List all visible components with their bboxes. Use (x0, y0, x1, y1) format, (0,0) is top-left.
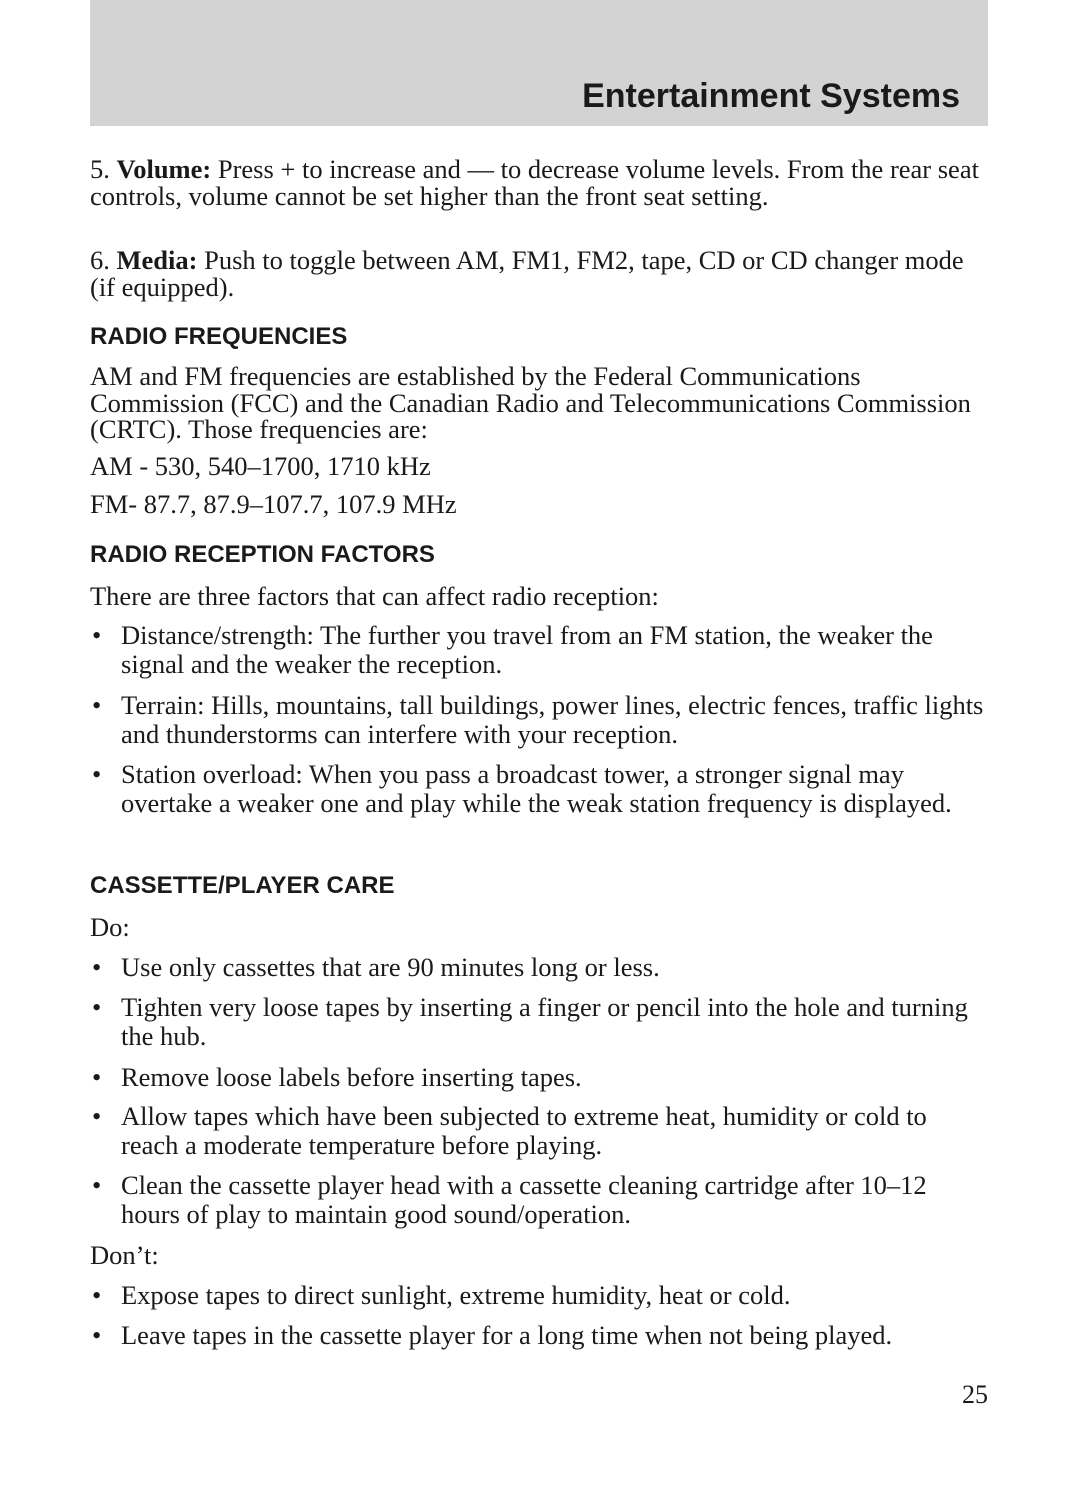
bullet-icon: • (92, 992, 102, 1022)
list-item (90, 1171, 985, 1229)
heading-cassette-care: CASSETTE/PLAYER CARE (90, 872, 395, 899)
list-item (90, 993, 985, 1051)
list-item (90, 1102, 985, 1160)
list-item-text: Distance/strength: The further you travel from an FM station, the weaker the signal and the weaker the reception. (121, 620, 933, 679)
bullet-icon: • (92, 620, 102, 650)
bullet-icon: • (92, 759, 102, 789)
bullet-icon: • (92, 1170, 102, 1200)
list-item (90, 691, 985, 749)
list-item-text: Station overload: When you pass a broadcast tower, a stronger signal may overtake a weaker one and play while the weak station frequency is displayed. (121, 759, 952, 818)
bullet-icon: • (92, 1280, 102, 1310)
bullet-icon: • (92, 1101, 102, 1131)
section-title: Entertainment Systems (582, 77, 960, 115)
item-number: 6. (90, 245, 110, 275)
list-item-text: Tighten very loose tapes by inserting a finger or pencil into the hole and turning the hub. (121, 992, 968, 1051)
frequencies-intro: AM and FM frequencies are established by the Federal Communications Commission (FCC) and the Canadian Radio and Telecommunications Commission (CRTC). Those frequencies are: (90, 361, 971, 444)
dont-label: Don’t: (90, 1240, 159, 1270)
heading-reception-factors: RADIO RECEPTION FACTORS (90, 541, 435, 568)
fm-frequencies: FM- 87.7, 87.9–107.7, 107.9 MHz (90, 489, 457, 519)
bullet-icon: • (92, 1320, 102, 1350)
list-item (90, 760, 985, 818)
item-term: Volume: (116, 154, 212, 184)
item-number: 5. (90, 154, 110, 184)
list-item-text: Use only cassettes that are 90 minutes long or less. (121, 952, 660, 982)
list-item (90, 621, 985, 679)
bullet-icon: • (92, 952, 102, 982)
list-item-text: Leave tapes in the cassette player for a long time when not being played. (121, 1320, 893, 1350)
list-item-text: Clean the cassette player head with a cassette cleaning cartridge after 10–12 hours of play to maintain good sound/operation. (121, 1170, 927, 1229)
page-number: 25 (962, 1380, 988, 1409)
do-label: Do: (90, 912, 130, 942)
item-term: Media: (116, 245, 198, 275)
list-item-text: Expose tapes to direct sunlight, extreme humidity, heat or cold. (121, 1280, 791, 1310)
item-text: Push to toggle between AM, FM1, FM2, tape, CD or CD changer mode (if equipped). (90, 245, 964, 302)
list-item-text: Allow tapes which have been subjected to extreme heat, humidity or cold to reach a moderate temperature before playing. (121, 1101, 927, 1160)
list-item (90, 1063, 985, 1092)
list-item (90, 953, 985, 982)
list-item (90, 1281, 985, 1310)
heading-radio-frequencies: RADIO FREQUENCIES (90, 323, 348, 350)
bullet-icon: • (92, 1062, 102, 1092)
reception-intro: There are three factors that can affect radio reception: (90, 581, 659, 611)
list-item-text: Terrain: Hills, mountains, tall buildings, power lines, electric fences, traffic lights and thunderstorms can interfere with your reception. (121, 690, 984, 749)
bullet-icon: • (92, 690, 102, 720)
list-item (90, 1321, 985, 1350)
item-volume (90, 156, 980, 209)
section-header (90, 0, 988, 126)
am-frequencies: AM - 530, 540–1700, 1710 kHz (90, 451, 431, 481)
item-text: Press + to increase and — to decrease volume levels. From the rear seat controls, volume cannot be set higher than the front seat setting. (90, 154, 979, 211)
list-item-text: Remove loose labels before inserting tapes. (121, 1062, 582, 1092)
item-media (90, 247, 980, 300)
